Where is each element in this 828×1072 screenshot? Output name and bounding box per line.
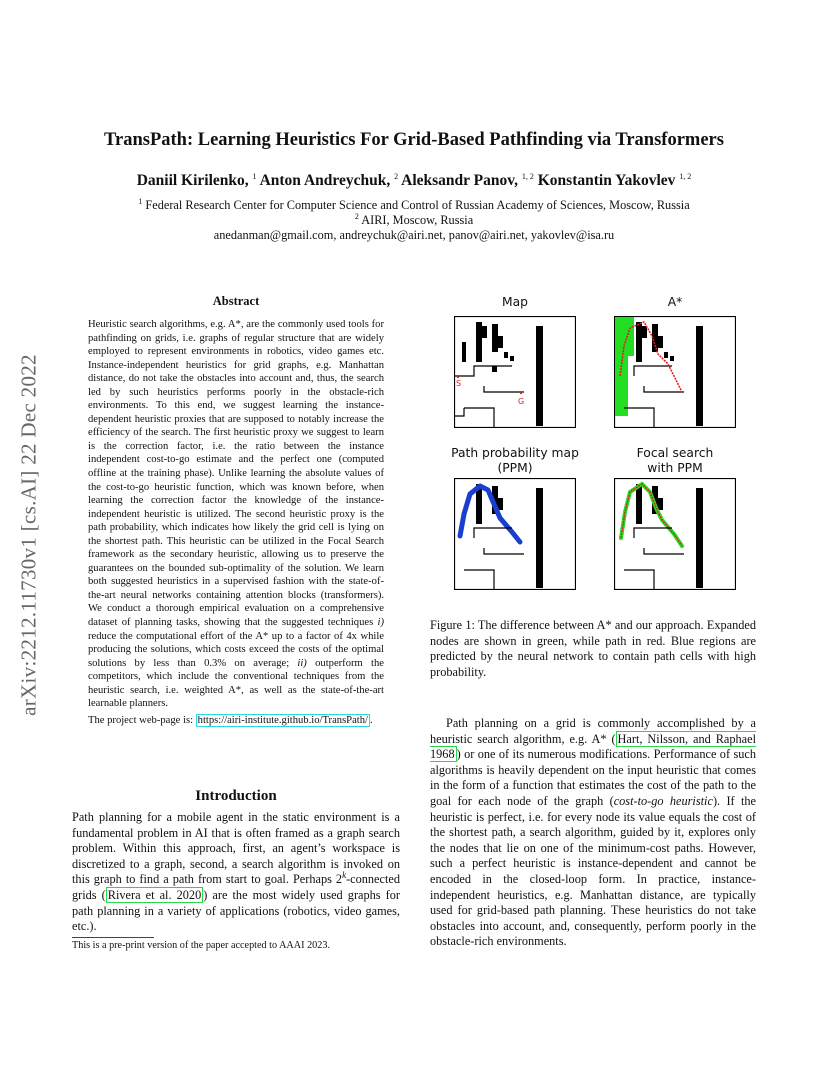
introduction-paragraph: Path planning for a mobile agent in the static environment is a fundamental problem in AI that is often framed as a graph search problem. Within this approach, first, an agent’s workspace is discretized to a graph, second, a search algorithm is invoked on this graph to find a path from start to goal. Perhaps 2$^k$-connected grids ( Rivera et al. 2020 ) are the most widely used graphs for path planning in a variety of applications (robotics, video games, etc.). <box>72 810 400 934</box>
footnote-rule <box>72 937 154 938</box>
start-marker: S <box>456 379 462 388</box>
figure-caption: Figure 1: The difference between A* and our approach. Expanded nodes are shown in green, while path in red. Blue regions are predicted by the neural network to contain path cells with high probability. <box>430 618 756 679</box>
focal-panel <box>614 478 736 590</box>
astar-panel <box>614 316 736 428</box>
affiliation-line: Federal Research Center for Computer Science and Control of Russian Academy of Sciences, Moscow, Russia <box>145 198 690 212</box>
section-heading-introduction: Introduction <box>195 788 277 804</box>
affiliation-line: AIRI, Moscow, Russia <box>361 213 474 227</box>
goal-marker: G <box>518 397 525 406</box>
citation-link[interactable]: Rivera et al. 2020 <box>107 887 202 902</box>
paper-title: TransPath: Learning Heuristics For Grid-Based Pathfinding via Transformers <box>104 130 724 150</box>
author-name: Konstantin Yakovlev <box>537 172 676 189</box>
footnote: This is a pre-print version of the paper accepted to AAAI 2023. <box>72 940 331 951</box>
panel-label-astar: A* <box>667 295 683 309</box>
map-panel <box>454 316 576 428</box>
affiliations: $^1$ Federal Research Center for Computer Science and Control of Russian Academy of Sciences, Moscow, Russia $^2$ AIRI, Moscow, Russia anedanman@gmail.com, andreychuk@airi.net, panov@airi.net, yakovlev@isa.ru <box>0 198 828 243</box>
panel-label-map: Map <box>502 295 528 309</box>
author-list: Daniil Kirilenko, $^1$ Anton Andreychuk, $^2$ Aleksandr Panov, $^{1, 2}$ Konstantin Yakovlev $^{1, 2}$ <box>136 171 692 189</box>
email-list: anedanman@gmail.com, andreychuk@airi.net, panov@airi.net, yakovlev@isa.ru <box>213 228 615 242</box>
ppm-panel <box>454 478 576 590</box>
author-name: Aleksandr Panov, <box>401 172 518 189</box>
author-name: Daniil Kirilenko, <box>136 172 249 189</box>
project-webpage-link[interactable]: https://airi-institute.github.io/TransPath/ <box>197 714 368 726</box>
right-column-paragraph: Path planning on a grid is commonly accomplished by a heuristic search algorithm, e.g. A* ( Hart, Nilsson, and Raphael 1968 ) or one of its numerous modifications. Performance of such algorithms is heavily dependent on the input heuristic that comes in the form of a function that estimates the cost of the path to the goal for each node of the graph (cost-to-go heuristic). If the heuristic is perfect, i.e. for every node its value equals the cost of the shortest path, a search algorithm, guided by it, explores only the nodes that lie on one of the minimum-cost paths. However, such a perfect heuristic is instance-dependent and cannot be encoded in the closed-loop form. In practice, instance-independent heuristics, e.g. Manhattan distance, are typically used for grid-based path planning. These heuristics do not take obstacles into account, and, consequently, perform poorly in the obstacle-rich environments. <box>430 716 757 949</box>
abstract-body: Heuristic search algorithms, e.g. A*, are the commonly used tools for pathfinding on grids, i.e. graphs of regular structure that are widely employed to represent environments in robotics, video games etc. Instance-independent heuristics for grid graphs, e.g. Manhattan distance, do not take the obstacles into account and, thus, the search led by such heuristics performs poorly in the obstacle-rich environments. To this end, we suggest learning the instance-dependent heuristic proxies that are supposed to notably increase the efficiency of the search. The first heuristic proxy we suggest to learn is the correction factor, i.e. the ratio between the instance independent cost-to-go estimate and the perfect one (computed offline at the training phase). Unlike learning the absolute values of the cost-to-go heuristic function, which was known before, when learning the correction factor the knowledge of the instance-independent heuristic is utilized. The second heuristic proxy is the path probability, which indicates how likely the grid cell is lying on the shortest path. This heuristic can be utilized in the Focal Search framework as the secondary heuristic, allowing us to preserve the guarantees on the bounded sub-optimality of the solution. We learn both suggested heuristics in a supervised fashion with the state-of-the-art neural networks containing attention blocks (transformers). We conduct a thorough empirical evaluation on a comprehensive dataset of planning tasks, showing that the suggested techniques i) reduce the computational effort of the A* up to a factor of 4x while producing the solutions, which costs exceed the costs of the optimal solutions by less than 0.3% on average; ii) outperform the competitors, which include the conventional techniques from the heuristic search, i.e. weighted A*, as well as the state-of-the-art learnable planners. The project web-page is: https://airi-institute.github.io/TransPath/ . <box>88 319 384 726</box>
panel-label-focal: Focal search with PPM <box>636 446 714 475</box>
citation-link[interactable]: Hart, Nilsson, and Raphael 1968 <box>430 731 756 762</box>
figure-1 <box>430 290 760 602</box>
arxiv-stamp: arXiv:2212.11730v1 [cs.AI] 22 Dec 2022 <box>16 354 41 716</box>
author-name: Anton Andreychuk, <box>259 172 391 189</box>
panel-label-ppm: Path probability map (PPM) <box>451 446 579 475</box>
abstract-heading: Abstract <box>212 294 260 308</box>
